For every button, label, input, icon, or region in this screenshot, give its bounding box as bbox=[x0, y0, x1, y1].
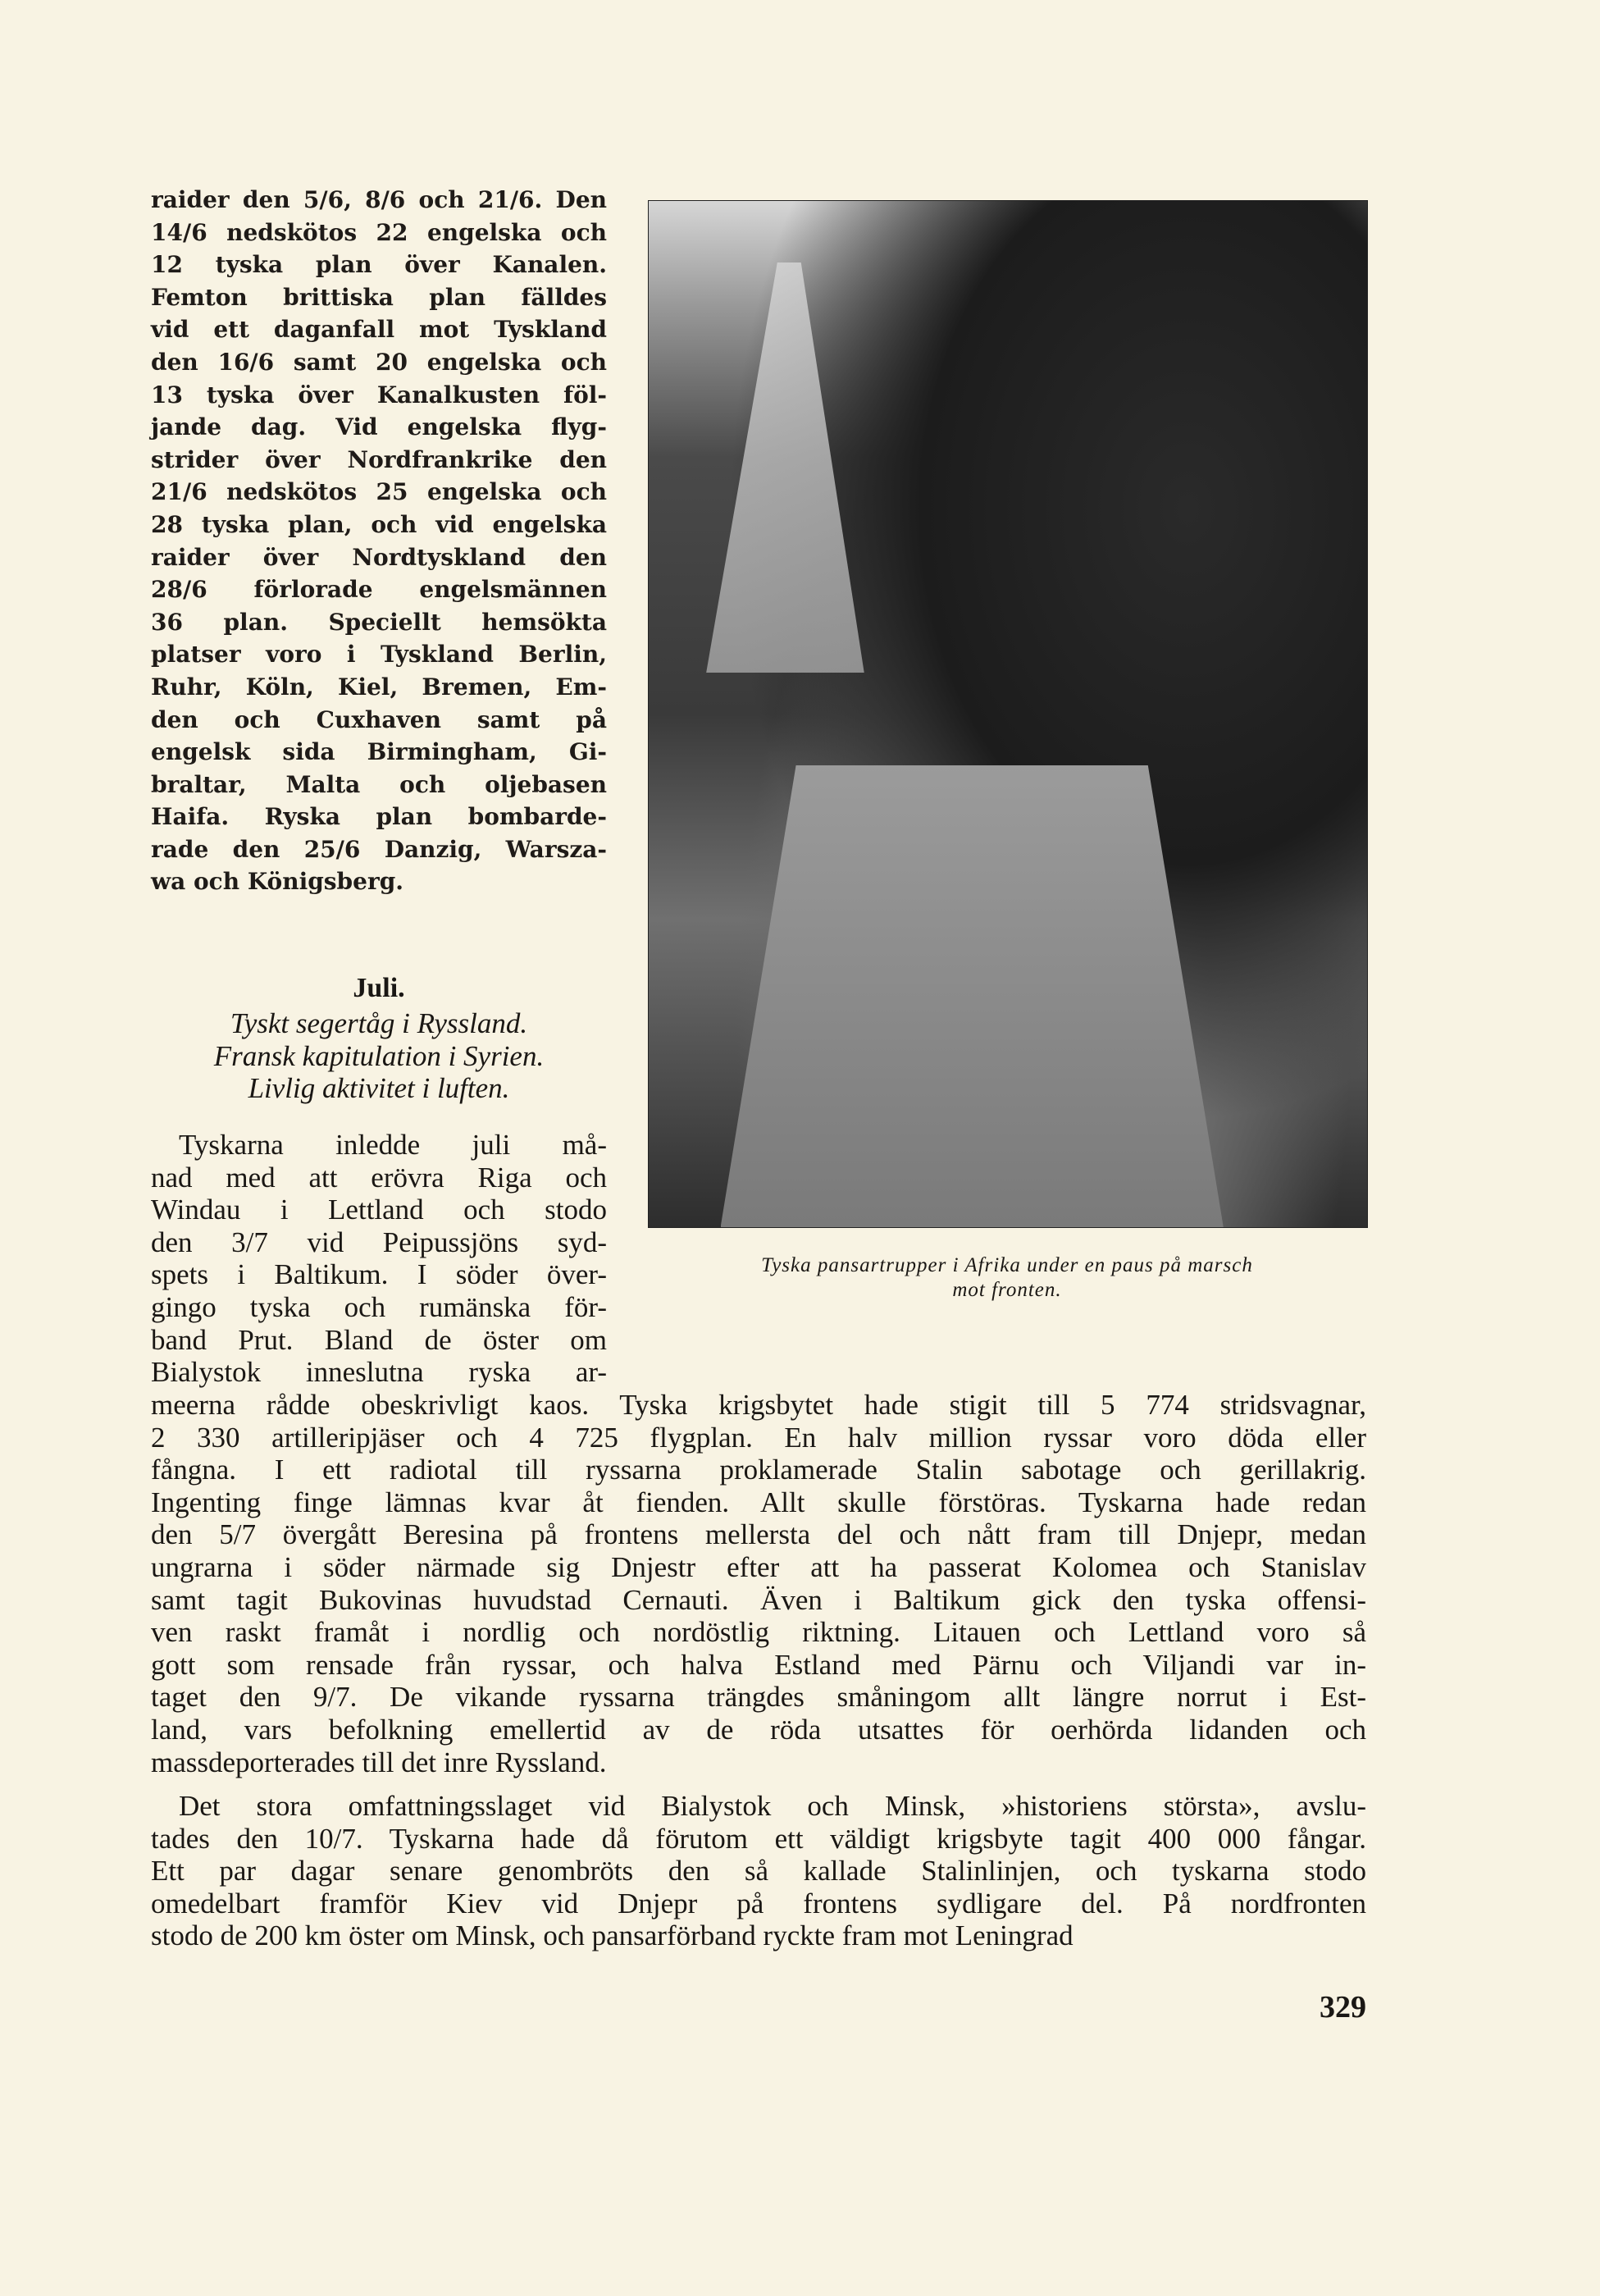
text-line: samt tagit Bukovinas huvudstad Cernauti. Även i Baltikum gick den tyska offensi- bbox=[151, 1583, 1366, 1616]
text-line: raider den 5/6, 8/6 och 21/6. Den bbox=[151, 186, 607, 213]
text-line: massdeporterades till det inre Ryssland. bbox=[151, 1746, 607, 1778]
text-line: Tyskarna inledde juli må- bbox=[179, 1129, 607, 1161]
paragraph-2 bbox=[151, 1790, 1366, 1952]
text-line: raider över Nordtyskland den bbox=[151, 543, 607, 571]
subheading: Fransk kapitulation i Syrien. bbox=[213, 1039, 545, 1072]
text-line: 36 plan. Speciellt hemsökta bbox=[151, 608, 607, 636]
text-line: Ruhr, Köln, Kiel, Bremen, Em- bbox=[151, 673, 607, 701]
text-line: rade den 25/6 Danzig, Warsza- bbox=[151, 835, 607, 863]
text-line: taget den 9/7. De vikande ryssarna trängdes småningom allt längre norrut i Est- bbox=[151, 1681, 1366, 1714]
text-line: stodo de 200 km öster om Minsk, och pansarförband ryckte fram mot Leningrad bbox=[151, 1919, 1074, 1952]
text-line: wa och Königsberg. bbox=[151, 868, 404, 896]
photo-tank-column bbox=[648, 200, 1368, 1228]
caption-line: Tyska pansartrupper i Afrika under en paus på marsch bbox=[761, 1254, 1253, 1276]
text-line: 21/6 nedskötos 25 engelska och bbox=[151, 478, 607, 506]
text-line: den 3/7 vid Peipussjöns syd- bbox=[151, 1226, 607, 1258]
text-line: den 16/6 samt 20 engelska och bbox=[151, 348, 607, 376]
text-line: gott som rensade från ryssar, och halva Estland med Pärnu och Viljandi var in- bbox=[151, 1648, 1366, 1681]
text-line: gingo tyska och rumänska för- bbox=[151, 1290, 607, 1323]
text-line: platser voro i Tyskland Berlin, bbox=[151, 641, 607, 669]
text-line: 28/6 förlorade engelsmännen bbox=[151, 576, 607, 604]
text-line: ven raskt framåt i nordlig och nordöstlig riktning. Litauen och Lettland voro så bbox=[151, 1616, 1366, 1649]
text-line: Haifa. Ryska plan bombarde- bbox=[151, 803, 607, 831]
text-line: engelsk sida Birmingham, Gi- bbox=[151, 738, 607, 766]
text-line: 12 tyska plan över Kanalen. bbox=[151, 251, 607, 279]
text-line: Ingenting finge lämnas kvar åt fienden. Allt skulle förstöras. Tyskarna hade redan bbox=[151, 1486, 1366, 1518]
text-line: omedelbart framför Kiev vid Dnjepr på frontens sydligare del. På nordfronten bbox=[151, 1887, 1366, 1919]
text-line: meerna rådde obeskrivligt kaos. Tyska krigsbytet hade stigit till 5 774 stridsvagnar, bbox=[151, 1389, 1366, 1421]
photo-tank-hull bbox=[721, 765, 1224, 1227]
text-line: 13 tyska över Kanalkusten föl- bbox=[151, 381, 607, 409]
text-line: den 5/7 övergått Beresina på frontens mellersta del och nått fram till Dnjepr, medan bbox=[151, 1518, 1366, 1551]
column-text-top bbox=[151, 184, 607, 898]
text-line: vid ett daganfall mot Tyskland bbox=[151, 316, 607, 344]
text-line: spets i Baltikum. I söder över- bbox=[151, 1258, 607, 1291]
text-line: band Prut. Bland de öster om bbox=[151, 1323, 607, 1356]
text-line: braltar, Malta och oljebasen bbox=[151, 770, 607, 798]
subheading: Livlig aktivitet i luften. bbox=[248, 1072, 510, 1105]
text-line: 14/6 nedskötos 22 engelska och bbox=[151, 218, 607, 246]
text-line: ungrarna i söder närmade sig Dnjestr efter att ha passerat Kolomea och Stanislav bbox=[151, 1550, 1366, 1583]
photo-road bbox=[706, 262, 864, 673]
section-subheadings bbox=[151, 1007, 607, 1105]
page-number: 329 bbox=[1320, 1990, 1366, 2024]
text-line: strider över Nordfrankrike den bbox=[151, 445, 607, 473]
text-line: Windau i Lettland och stodo bbox=[151, 1194, 607, 1226]
text-line: nad med att erövra Riga och bbox=[151, 1161, 607, 1194]
photo-caption bbox=[648, 1253, 1366, 1303]
text-line: fångna. I ett radiotal till ryssarna proklamerade Stalin sabotage och gerillakrig. bbox=[151, 1454, 1366, 1486]
text-line: land, vars befolkning emellertid av de röda utsattes för oerhörda lidanden och bbox=[151, 1713, 1366, 1746]
text-line: tades den 10/7. Tyskarna hade då förutom ett väldigt krigsbyte tagit 400 000 fångar. bbox=[151, 1822, 1366, 1855]
text-line: den och Cuxhaven samt på bbox=[151, 705, 607, 733]
text-line: 28 tyska plan, och vid engelska bbox=[151, 510, 607, 538]
text-line: Det stora omfattningsslaget vid Bialystok och Minsk, »historiens största», avslu- bbox=[179, 1790, 1366, 1822]
subheading: Tyskt segertåg i Ryssland. bbox=[230, 1007, 528, 1039]
section-heading: Juli. bbox=[353, 973, 405, 1003]
text-line: jande dag. Vid engelska flyg- bbox=[151, 413, 607, 441]
text-line: Bialystok inneslutna ryska ar- bbox=[151, 1356, 607, 1389]
caption-line: mot fronten. bbox=[952, 1279, 1062, 1301]
text-line: Ett par dagar senare genombröts den så kallade Stalinlinjen, och tyskarna stodo bbox=[151, 1855, 1366, 1887]
paragraph-1-column bbox=[151, 1129, 607, 1389]
text-line: 2 330 artilleripjäser och 4 725 flygplan. En halv million ryssar voro döda eller bbox=[151, 1421, 1366, 1454]
paragraph-1-full bbox=[151, 1389, 1366, 1778]
text-line: Femton brittiska plan fälldes bbox=[151, 283, 607, 311]
